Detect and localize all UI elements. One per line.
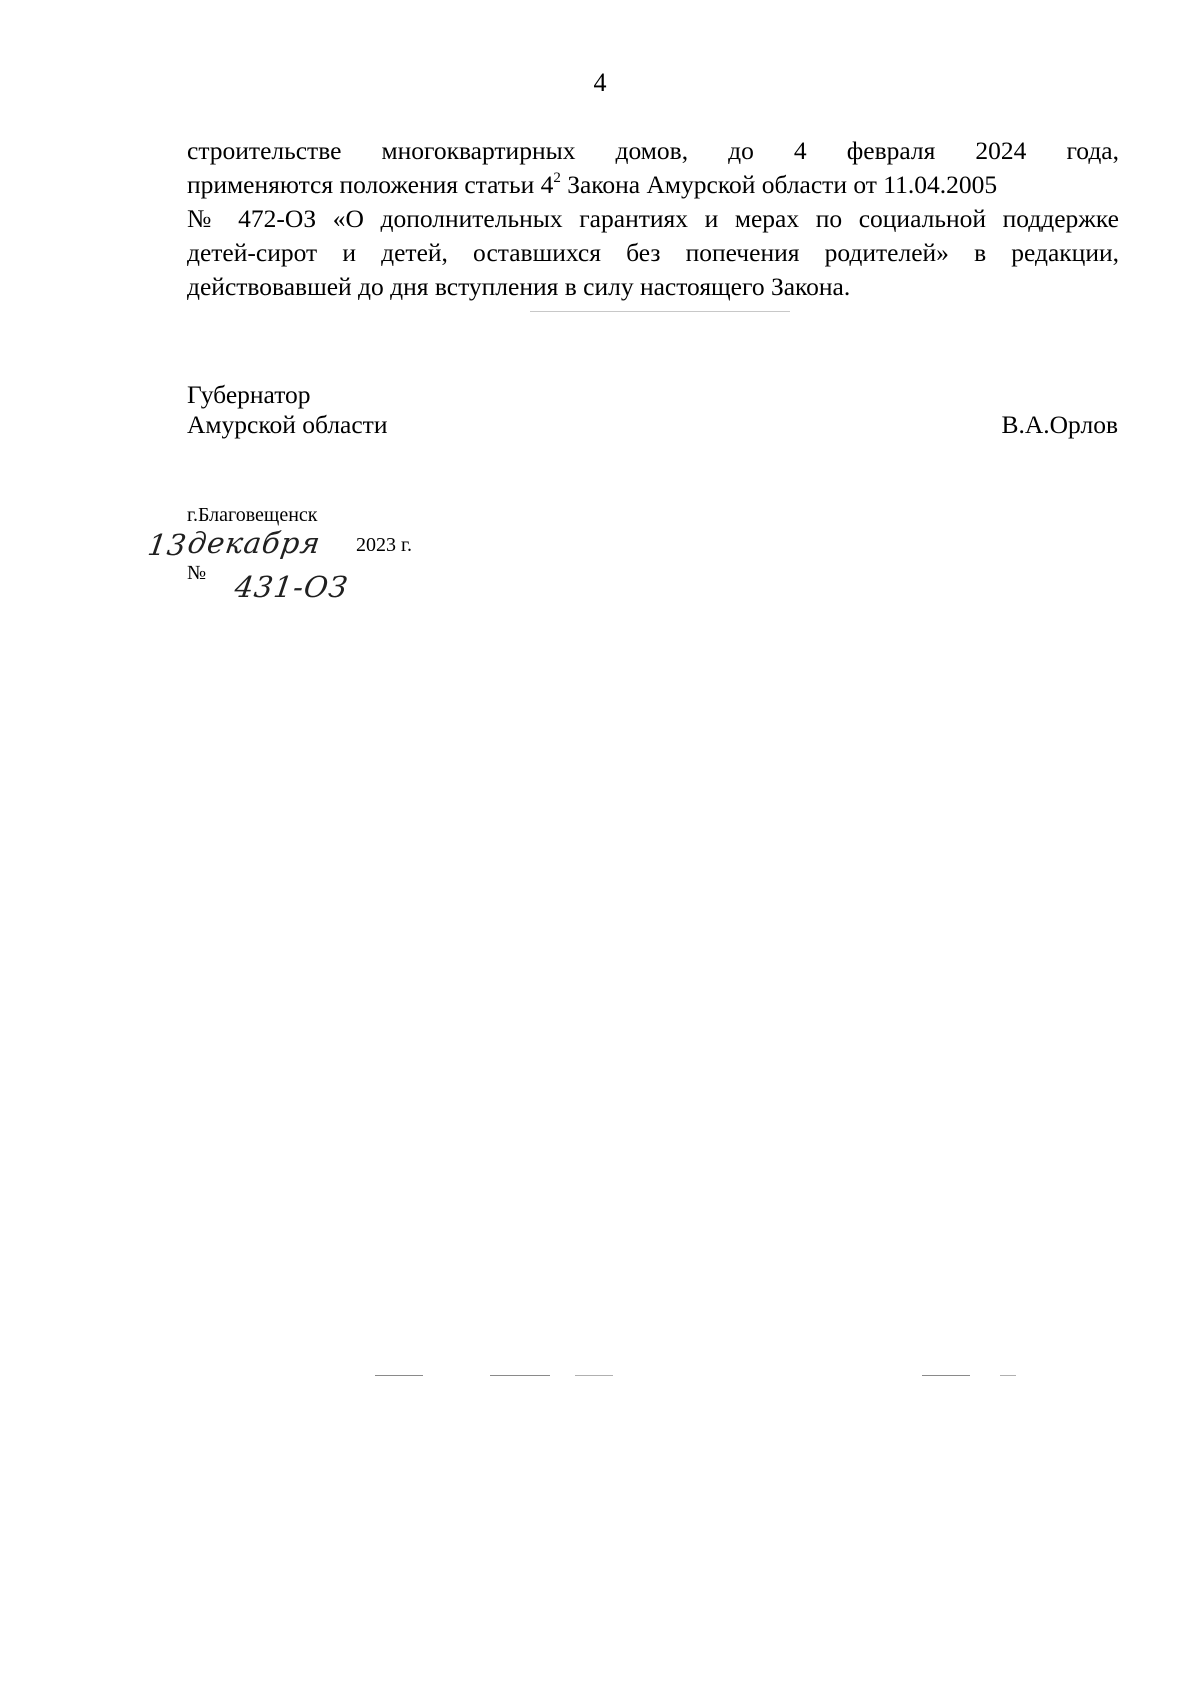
body-line-2	[187, 168, 1119, 202]
body-line-4: детей-сирот и детей, оставшихся без попечения родителей» в редакции,	[187, 238, 1119, 267]
law-number-handwritten: 431-ОЗ	[232, 570, 351, 604]
scan-artifact	[375, 1375, 423, 1376]
scan-artifact	[575, 1375, 613, 1376]
signer-name: В.А.Орлов	[1001, 410, 1118, 439]
body-line-3: № 472-ОЗ «О дополнительных гарантиях и мерах по социальной поддержке	[187, 204, 1119, 233]
body-line-1: строительстве многоквартирных домов, до 4 февраля 2024 года,	[187, 136, 1119, 165]
body-text	[187, 134, 1119, 304]
article-superscript: 2	[553, 170, 561, 186]
scan-artifact	[922, 1375, 970, 1376]
scan-artifact	[490, 1375, 550, 1376]
body-line-2-after: Закона Амурской области от 11.04.2005	[560, 170, 998, 199]
signature-title	[187, 380, 387, 440]
date-year: 2023 г.	[356, 534, 412, 556]
signature-title-line-1: Губернатор	[187, 380, 311, 409]
page-number: 4	[593, 68, 607, 97]
date-month-handwritten: декабря	[185, 526, 324, 560]
scan-artifact	[530, 311, 790, 312]
body-line-2-before: применяются положения статьи 4	[187, 170, 554, 199]
date-line	[145, 526, 448, 562]
number-line	[187, 562, 487, 604]
date-day-handwritten: 13	[145, 528, 190, 562]
city-label: г.Благовещенск	[187, 504, 318, 526]
signature-title-line-2: Амурской области	[187, 410, 388, 439]
number-sign: №	[187, 562, 207, 584]
scan-artifact	[1000, 1375, 1016, 1376]
body-line-5: действовавшей до дня вступления в силу настоящего Закона.	[187, 272, 851, 301]
